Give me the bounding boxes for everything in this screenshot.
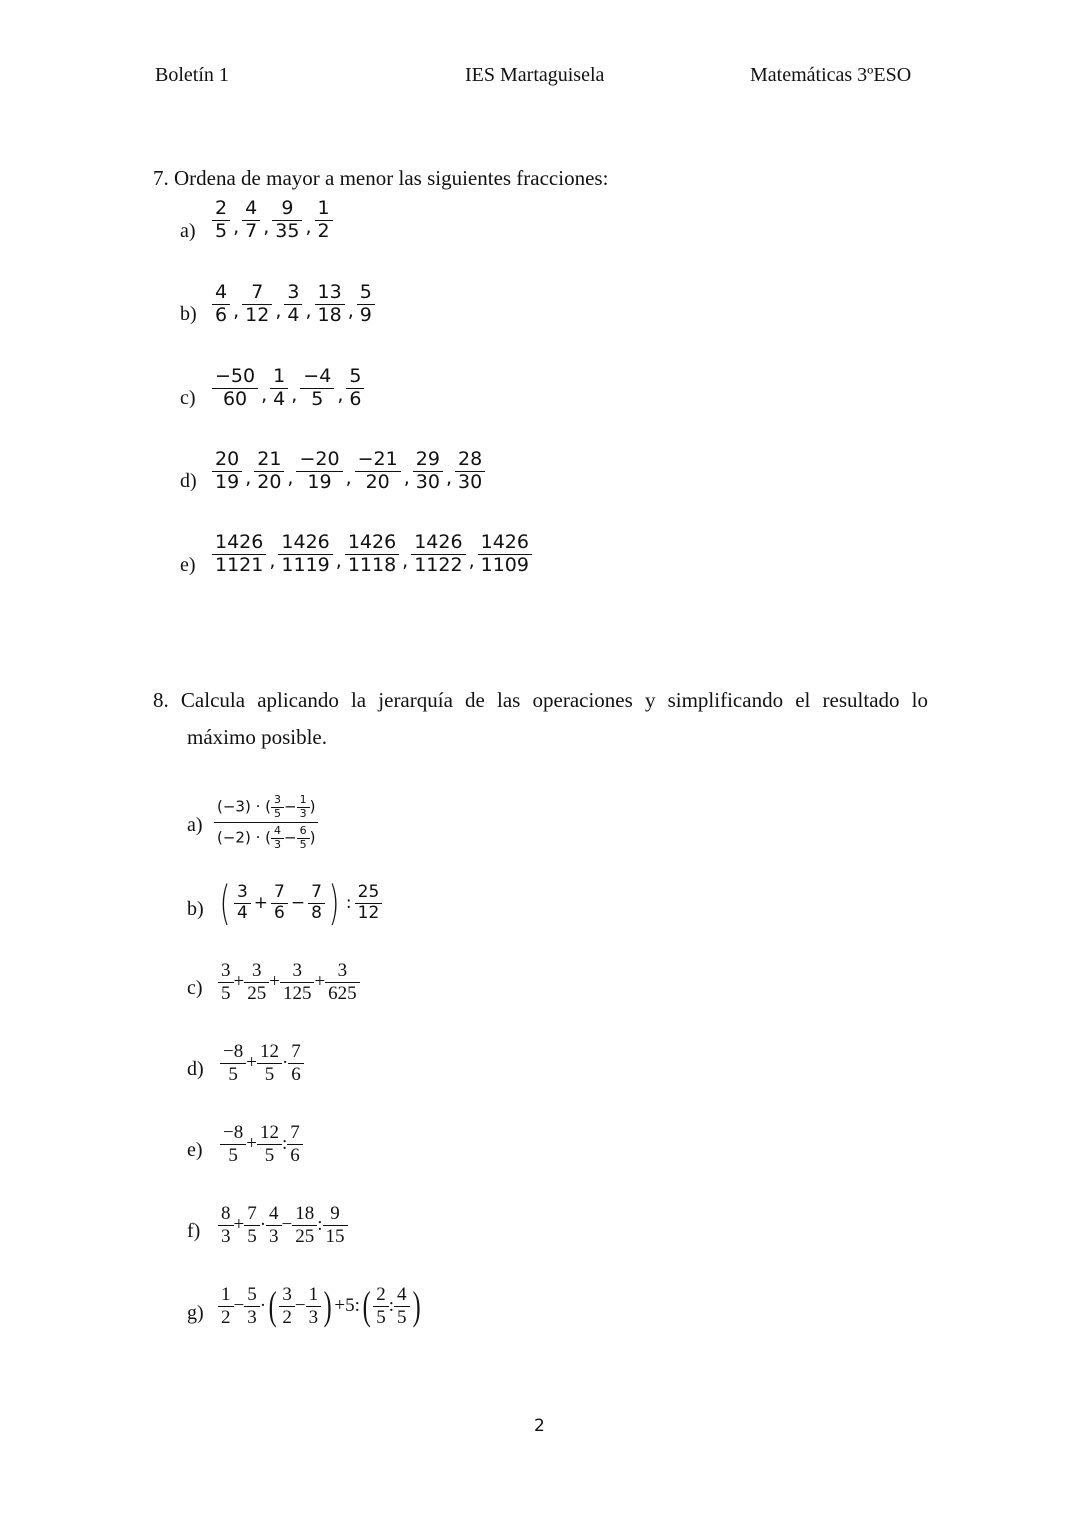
expr-text: (−3) · (: [217, 797, 271, 816]
frac-num: 4: [266, 1203, 282, 1226]
comma-separator: ,: [287, 467, 294, 490]
frac-den: 5: [228, 1144, 238, 1166]
fraction-list-7e: [212, 532, 532, 577]
expr-text: (−2) · (: [217, 828, 271, 847]
frac-den: 18: [317, 303, 342, 326]
fraction: [212, 532, 266, 577]
fraction: [346, 366, 364, 411]
fraction-list-7b: [212, 282, 375, 327]
frac-num: −8: [220, 1041, 246, 1064]
item-8a-label: a): [187, 814, 203, 836]
fraction: [411, 532, 465, 577]
expr-op: :: [345, 893, 352, 913]
frac-num: 2: [373, 1284, 389, 1307]
expr-op: −: [281, 1214, 293, 1236]
fraction-list-7a: [212, 198, 333, 243]
frac-den: 1118: [347, 553, 397, 576]
frac-den: 5: [299, 837, 307, 851]
frac-den: 60: [222, 387, 248, 410]
comma-separator: ,: [402, 550, 409, 573]
frac-num: 1: [306, 1284, 322, 1307]
frac-den: 125: [282, 982, 312, 1004]
frac-den: 7: [245, 219, 258, 242]
frac-num: −21: [355, 449, 401, 472]
expr-op: ·: [281, 1052, 289, 1074]
comma-separator: ,: [468, 550, 475, 573]
frac-num: 6: [297, 825, 310, 839]
frac-den: 3: [273, 837, 281, 851]
expr-op: +: [253, 893, 269, 913]
fraction-list-7d: [212, 449, 485, 494]
item-8g-label: g): [187, 1302, 204, 1324]
item-8d-label: d): [187, 1058, 204, 1080]
frac-num: 9: [323, 1203, 348, 1226]
comma-separator: ,: [347, 300, 354, 323]
frac-den: 6: [291, 1063, 301, 1085]
fraction: [254, 449, 284, 494]
frac-den: 5: [311, 387, 324, 410]
frac-num: 3: [325, 960, 360, 983]
frac-den: 5: [215, 219, 228, 242]
frac-num: 21: [254, 449, 284, 472]
comma-separator: ,: [403, 467, 410, 490]
fraction: [355, 449, 401, 494]
left-paren: (: [219, 876, 231, 930]
frac-den: 2: [317, 219, 330, 242]
frac-den: 19: [215, 470, 240, 493]
frac-num: 25: [355, 883, 383, 904]
fraction: [212, 449, 242, 494]
fraction: [242, 282, 272, 327]
expr-op: −: [294, 1295, 306, 1317]
item-8f-label: f): [187, 1220, 201, 1242]
frac-num: 1: [270, 366, 288, 389]
frac-den: 4: [236, 902, 248, 923]
frac-den: 12: [357, 902, 380, 923]
item-8e-label: e): [187, 1139, 203, 1161]
frac-num: 4: [212, 282, 230, 305]
fraction: [315, 198, 333, 243]
expr-op: :: [281, 1133, 288, 1155]
frac-den: 5: [273, 806, 281, 820]
expression-8a: [214, 794, 318, 852]
fraction: [270, 366, 288, 411]
frac-num: 1: [218, 1284, 234, 1307]
frac-num: 1426: [411, 532, 465, 555]
fraction-list-7c: [212, 366, 364, 411]
comma-separator: ,: [269, 550, 276, 573]
comma-separator: ,: [305, 216, 312, 239]
frac-den: 35: [275, 219, 300, 242]
comma-separator: ,: [233, 216, 240, 239]
frac-num: 7: [242, 282, 272, 305]
frac-den: 19: [307, 470, 332, 493]
frac-den: 3: [308, 1306, 319, 1328]
fraction: [300, 366, 334, 411]
frac-den: 15: [325, 1225, 345, 1247]
left-paren: (: [362, 1283, 371, 1329]
frac-den: 20: [257, 470, 282, 493]
expr-op: −: [233, 1295, 245, 1317]
fraction: [242, 198, 260, 243]
right-paren: ): [412, 1283, 421, 1329]
comma-separator: ,: [305, 300, 312, 323]
frac-num: 5: [357, 282, 375, 305]
expression-8e: [220, 1122, 303, 1167]
expr-op: ·: [259, 1295, 267, 1317]
frac-num: 7: [287, 1122, 303, 1145]
frac-num: 7: [308, 883, 325, 904]
frac-num: 1426: [478, 532, 532, 555]
header-center: IES Martaguisela: [465, 64, 605, 86]
frac-num: 2: [212, 198, 230, 221]
header-right: Matemáticas 3ºESO: [750, 64, 912, 86]
frac-den: 3: [247, 1306, 257, 1328]
frac-den: 5: [264, 1063, 275, 1085]
frac-num: 3: [218, 960, 234, 983]
frac-num: 9: [272, 198, 302, 221]
frac-den: 6: [349, 387, 362, 410]
fraction: [455, 449, 485, 494]
frac-num: 18: [292, 1203, 317, 1226]
question-7-title: 7. Ordena de mayor a menor las siguientes fracciones:: [153, 166, 609, 190]
expression-8b: [216, 876, 382, 930]
fraction: [478, 532, 532, 577]
comma-separator: ,: [261, 384, 268, 407]
page-number: 2: [534, 1416, 545, 1436]
expr-op: +: [314, 971, 326, 993]
frac-den: 1119: [281, 553, 330, 576]
fraction: [284, 282, 302, 327]
frac-den: 5: [247, 1225, 257, 1247]
comma-separator: ,: [337, 384, 344, 407]
fraction: [315, 282, 345, 327]
expr-op: +: [233, 971, 245, 993]
frac-den: 6: [274, 902, 285, 923]
frac-num: 8: [218, 1203, 234, 1226]
frac-den: 2: [282, 1306, 292, 1328]
frac-den: 1109: [480, 553, 529, 576]
fraction: [212, 366, 258, 411]
right-paren: ): [328, 876, 340, 930]
expr-op: +: [269, 971, 280, 993]
frac-num: 3: [284, 282, 302, 305]
header-left: Boletín 1: [155, 64, 229, 86]
comma-separator: ,: [445, 467, 453, 490]
frac-den: 3: [221, 1225, 231, 1247]
item-8c-label: c): [187, 977, 203, 999]
frac-num: 12: [257, 1041, 282, 1064]
fraction: [212, 282, 230, 327]
frac-num: 1: [315, 198, 333, 221]
frac-num: 4: [394, 1284, 410, 1307]
right-paren: ): [323, 1283, 332, 1329]
frac-den: 625: [328, 982, 357, 1004]
frac-num: 29: [413, 449, 443, 472]
frac-den: 30: [415, 470, 440, 493]
item-7b-label: b): [180, 303, 197, 325]
item-8b-label: b): [187, 898, 204, 920]
frac-den: 6: [290, 1144, 300, 1166]
frac-den: 5: [376, 1306, 386, 1328]
fraction: [278, 532, 332, 577]
frac-den: 4: [287, 303, 300, 326]
frac-den: 9: [359, 303, 372, 326]
fraction: [212, 198, 230, 243]
frac-den: 25: [295, 1225, 315, 1247]
frac-num: 3: [244, 960, 269, 983]
comma-separator: ,: [245, 467, 252, 490]
frac-num: 28: [455, 449, 485, 472]
fraction: [272, 198, 302, 243]
question-8-title-line1: 8. Calcula aplicando la jerarquía de las operaciones y simplificando el resultado lo: [153, 688, 928, 712]
frac-num: −8: [220, 1122, 246, 1145]
frac-num: 3: [280, 960, 315, 983]
expr-text: ): [309, 797, 316, 816]
item-7c-label: c): [180, 387, 196, 409]
expression-8a-numerator: [214, 794, 318, 823]
question-8-title-line2: máximo posible.: [187, 725, 327, 749]
frac-num: 3: [271, 794, 284, 808]
frac-num: 5: [244, 1284, 260, 1307]
expr-op: −: [283, 797, 297, 816]
frac-den: 8: [311, 902, 322, 923]
frac-den: 25: [247, 982, 267, 1004]
left-paren: (: [268, 1283, 277, 1329]
fraction: [413, 449, 443, 494]
frac-num: 1426: [212, 532, 266, 555]
frac-den: 5: [397, 1306, 407, 1328]
expr-op: −: [290, 893, 306, 913]
expr-op: :: [388, 1295, 395, 1317]
frac-den: 5: [264, 1144, 275, 1166]
frac-num: 7: [288, 1041, 304, 1064]
frac-den: 3: [269, 1225, 279, 1247]
frac-den: 4: [273, 387, 286, 410]
frac-num: 7: [244, 1203, 260, 1226]
frac-num: −4: [300, 366, 334, 389]
frac-den: 6: [215, 303, 228, 326]
expression-8d: [220, 1041, 304, 1086]
comma-separator: ,: [275, 300, 282, 323]
fraction: [357, 282, 375, 327]
item-7e-label: e): [180, 554, 196, 576]
frac-num: 1: [297, 794, 310, 808]
frac-num: 4: [271, 825, 284, 839]
comma-separator: ,: [263, 216, 270, 239]
frac-num: 1426: [345, 532, 399, 555]
frac-num: −20: [296, 449, 342, 472]
frac-den: 12: [245, 303, 270, 326]
frac-num: 3: [234, 883, 251, 904]
fraction: [345, 532, 399, 577]
expression-8c: [218, 960, 360, 1005]
frac-num: 20: [212, 449, 242, 472]
expr-text: ): [309, 828, 316, 847]
frac-den: 1122: [414, 553, 463, 576]
item-7d-label: d): [180, 470, 197, 492]
fraction: [296, 449, 342, 494]
expr-op: +5:: [334, 1295, 360, 1317]
comma-separator: ,: [335, 550, 342, 573]
comma-separator: ,: [345, 467, 352, 490]
frac-num: 4: [242, 198, 260, 221]
frac-num: 5: [346, 366, 364, 389]
frac-den: 5: [228, 1063, 238, 1085]
expr-op: :: [317, 1214, 323, 1236]
expr-op: −: [283, 828, 297, 847]
frac-num: −50: [212, 366, 258, 389]
expression-8g: [218, 1284, 423, 1329]
expr-op: +: [246, 1133, 257, 1155]
item-7a-label: a): [180, 220, 196, 242]
frac-den: 5: [221, 982, 231, 1004]
frac-den: 1121: [215, 553, 264, 576]
frac-num: 12: [257, 1122, 282, 1145]
expr-op: ·: [259, 1214, 267, 1236]
expression-8f: [218, 1203, 348, 1248]
comma-separator: ,: [233, 300, 240, 323]
frac-num: 1426: [278, 532, 332, 555]
frac-den: 3: [299, 806, 307, 820]
frac-num: 7: [271, 883, 288, 904]
frac-den: 20: [365, 470, 390, 493]
frac-num: 3: [279, 1284, 295, 1307]
expression-8a-denominator: [214, 823, 318, 851]
comma-separator: ,: [291, 384, 298, 407]
frac-den: 30: [458, 470, 483, 493]
expr-op: +: [233, 1214, 245, 1236]
frac-num: 13: [315, 282, 345, 305]
expr-op: +: [246, 1052, 257, 1074]
frac-den: 2: [221, 1306, 231, 1328]
